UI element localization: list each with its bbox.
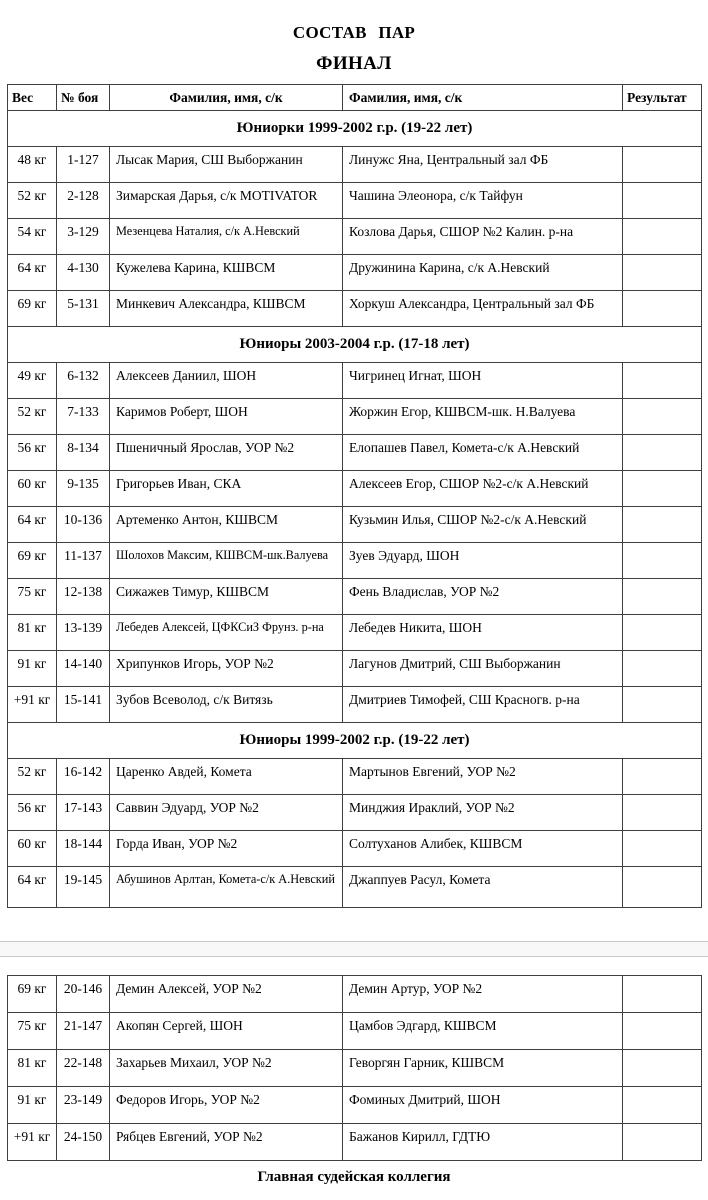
result-cell (623, 471, 702, 507)
red-corner-cell: Акопян Сергей, ШОН (110, 1013, 343, 1050)
weight-cell: 64 кг (8, 507, 57, 543)
bout-row (8, 1013, 702, 1050)
bout-row (8, 435, 702, 471)
result-cell (623, 255, 702, 291)
weight-cell: 81 кг (8, 1050, 57, 1087)
blue-corner-cell: Фоминых Дмитрий, ШОН (343, 1087, 623, 1124)
blue-corner-cell: Цамбов Эдгард, КШВСМ (343, 1013, 623, 1050)
blue-corner-cell: Хоркуш Александра, Центральный зал ФБ (343, 291, 623, 327)
bout-row (8, 831, 702, 867)
bout-number-cell: 8-134 (57, 435, 110, 471)
red-corner-cell: Сижажев Тимур, КШВСМ (110, 579, 343, 615)
bout-number-cell: 19-145 (57, 867, 110, 908)
weight-cell: 64 кг (8, 867, 57, 908)
bout-row (8, 579, 702, 615)
red-corner-cell: Демин Алексей, УОР №2 (110, 976, 343, 1013)
blue-corner-cell: Минджия Ираклий, УОР №2 (343, 795, 623, 831)
weight-cell: +91 кг (8, 1124, 57, 1161)
red-corner-cell: Саввин Эдуард, УОР №2 (110, 795, 343, 831)
bout-row (8, 1050, 702, 1087)
blue-corner-cell: Дружинина Карина, с/к А.Невский (343, 255, 623, 291)
weight-cell: 52 кг (8, 399, 57, 435)
section-row (8, 723, 702, 759)
result-cell (623, 759, 702, 795)
bout-number-cell: 21-147 (57, 1013, 110, 1050)
blue-corner-cell: Фень Владислав, УОР №2 (343, 579, 623, 615)
red-corner-cell: Лебедев Алексей, ЦФКСиЗ Фрунз. р-на (110, 615, 343, 651)
bout-number-cell: 5-131 (57, 291, 110, 327)
red-corner-cell: Мезенцева Наталия, с/к А.Невский (110, 219, 343, 255)
blue-corner-cell: Лебедев Никита, ШОН (343, 615, 623, 651)
bout-number-cell: 11-137 (57, 543, 110, 579)
red-corner-cell: Григорьев Иван, СКА (110, 471, 343, 507)
blue-corner-cell: Мартынов Евгений, УОР №2 (343, 759, 623, 795)
blue-corner-cell: Геворгян Гарник, КШВСМ (343, 1050, 623, 1087)
blue-corner-cell: Чашина Элеонора, с/к Тайфун (343, 183, 623, 219)
blue-corner-cell: Кузьмин Илья, СШОР №2-с/к А.Невский (343, 507, 623, 543)
red-corner-cell: Рябцев Евгений, УОР №2 (110, 1124, 343, 1161)
blue-corner-cell: Чигринец Игнат, ШОН (343, 363, 623, 399)
result-cell (623, 687, 702, 723)
bout-number-cell: 24-150 (57, 1124, 110, 1161)
result-cell (623, 1124, 702, 1161)
bout-number-cell: 2-128 (57, 183, 110, 219)
bout-row (8, 976, 702, 1013)
bout-number-cell: 6-132 (57, 363, 110, 399)
red-corner-cell: Царенко Авдей, Комета (110, 759, 343, 795)
weight-cell: 81 кг (8, 615, 57, 651)
weight-cell: 54 кг (8, 219, 57, 255)
bout-row (8, 1087, 702, 1124)
result-cell (623, 795, 702, 831)
blue-corner-cell: Дмитриев Тимофей, СШ Красногв. р-на (343, 687, 623, 723)
red-corner-cell: Захарьев Михаил, УОР №2 (110, 1050, 343, 1087)
weight-cell: 64 кг (8, 255, 57, 291)
bout-row (8, 147, 702, 183)
weight-cell: 48 кг (8, 147, 57, 183)
bout-number-cell: 15-141 (57, 687, 110, 723)
bout-row (8, 867, 702, 908)
result-cell (623, 1050, 702, 1087)
bout-number-cell: 7-133 (57, 399, 110, 435)
weight-cell: 52 кг (8, 183, 57, 219)
result-cell (623, 831, 702, 867)
red-corner-cell: Алексеев Даниил, ШОН (110, 363, 343, 399)
col-header-blue-corner: Фамилия, имя, с/к (343, 85, 623, 111)
result-cell (623, 291, 702, 327)
weight-cell: 56 кг (8, 795, 57, 831)
section-row (8, 111, 702, 147)
weight-cell: 69 кг (8, 543, 57, 579)
col-header-bout-number: № боя (57, 85, 110, 111)
blue-corner-cell: Бажанов Кирилл, ГДТЮ (343, 1124, 623, 1161)
bout-row (8, 759, 702, 795)
bout-row (8, 363, 702, 399)
result-cell (623, 543, 702, 579)
red-corner-cell: Федоров Игорь, УОР №2 (110, 1087, 343, 1124)
result-cell (623, 615, 702, 651)
blue-corner-cell: Демин Артур, УОР №2 (343, 976, 623, 1013)
blue-corner-cell: Елопашев Павел, Комета-с/к А.Невский (343, 435, 623, 471)
pairs-table-body-page1 (8, 111, 702, 908)
bout-row (8, 399, 702, 435)
red-corner-cell: Зубов Всеволод, с/к Витязь (110, 687, 343, 723)
pairs-table-page2 (7, 975, 702, 1161)
col-header-result: Результат (623, 85, 702, 111)
weight-cell: +91 кг (8, 687, 57, 723)
bout-number-cell: 1-127 (57, 147, 110, 183)
col-header-weight: Вес (8, 85, 57, 111)
weight-cell: 60 кг (8, 831, 57, 867)
blue-corner-cell: Линужс Яна, Центральный зал ФБ (343, 147, 623, 183)
red-corner-cell: Минкевич Александра, КШВСМ (110, 291, 343, 327)
section-label: Юниоры 1999-2002 г.р. (19-22 лет) (8, 723, 702, 759)
bout-number-cell: 12-138 (57, 579, 110, 615)
red-corner-cell: Кужелева Карина, КШВСМ (110, 255, 343, 291)
weight-cell: 52 кг (8, 759, 57, 795)
result-cell (623, 363, 702, 399)
result-cell (623, 1013, 702, 1050)
blue-corner-cell: Лагунов Дмитрий, СШ Выборжанин (343, 651, 623, 687)
red-corner-cell: Горда Иван, УОР №2 (110, 831, 343, 867)
bout-number-cell: 4-130 (57, 255, 110, 291)
pairs-table-page1 (7, 84, 702, 908)
red-corner-cell: Шолохов Максим, КШВСМ-шк.Валуева (110, 543, 343, 579)
bout-row (8, 615, 702, 651)
red-corner-cell: Пшеничный Ярослав, УОР №2 (110, 435, 343, 471)
bout-row (8, 291, 702, 327)
bout-number-cell: 9-135 (57, 471, 110, 507)
red-corner-cell: Лысак Мария, СШ Выборжанин (110, 147, 343, 183)
page-break-divider (0, 941, 708, 957)
weight-cell: 69 кг (8, 976, 57, 1013)
bout-number-cell: 23-149 (57, 1087, 110, 1124)
result-cell (623, 219, 702, 255)
red-corner-cell: Абушинов Арлтан, Комета-с/к А.Невский (110, 867, 343, 908)
bout-number-cell: 18-144 (57, 831, 110, 867)
bout-row (8, 543, 702, 579)
weight-cell: 91 кг (8, 651, 57, 687)
blue-corner-cell: Жоржин Егор, КШВСМ-шк. Н.Валуева (343, 399, 623, 435)
weight-cell: 56 кг (8, 435, 57, 471)
bout-row (8, 183, 702, 219)
weight-cell: 75 кг (8, 579, 57, 615)
table-header-row (8, 85, 702, 111)
result-cell (623, 435, 702, 471)
blue-corner-cell: Солтуханов Алибек, КШВСМ (343, 831, 623, 867)
result-cell (623, 651, 702, 687)
weight-cell: 49 кг (8, 363, 57, 399)
bout-row (8, 471, 702, 507)
bout-number-cell: 16-142 (57, 759, 110, 795)
red-corner-cell: Зимарская Дарья, с/к MOTIVATOR (110, 183, 343, 219)
section-row (8, 327, 702, 363)
result-cell (623, 183, 702, 219)
blue-corner-cell: Алексеев Егор, СШОР №2-с/к А.Невский (343, 471, 623, 507)
col-header-red-corner: Фамилия, имя, с/к (110, 85, 343, 111)
bout-number-cell: 20-146 (57, 976, 110, 1013)
section-label: Юниорки 1999-2002 г.р. (19-22 лет) (8, 111, 702, 147)
red-corner-cell: Артеменко Антон, КШВСМ (110, 507, 343, 543)
weight-cell: 91 кг (8, 1087, 57, 1124)
bout-number-cell: 13-139 (57, 615, 110, 651)
result-cell (623, 976, 702, 1013)
document-subtitle: ФИНАЛ (316, 53, 392, 74)
weight-cell: 60 кг (8, 471, 57, 507)
pairs-table-body-page2 (8, 976, 702, 1161)
bout-row (8, 219, 702, 255)
red-corner-cell: Хрипунков Игорь, УОР №2 (110, 651, 343, 687)
bout-row (8, 507, 702, 543)
bout-row (8, 795, 702, 831)
blue-corner-cell: Джаппуев Расул, Комета (343, 867, 623, 908)
bout-number-cell: 17-143 (57, 795, 110, 831)
bout-number-cell: 10-136 (57, 507, 110, 543)
document-title: СОСТАВ ПАР (292, 23, 416, 42)
bout-row (8, 687, 702, 723)
result-cell (623, 1087, 702, 1124)
blue-corner-cell: Зуев Эдуард, ШОН (343, 543, 623, 579)
bout-number-cell: 14-140 (57, 651, 110, 687)
bout-number-cell: 3-129 (57, 219, 110, 255)
result-cell (623, 147, 702, 183)
blue-corner-cell: Козлова Дарья, СШОР №2 Калин. р-на (343, 219, 623, 255)
judges-heading: Главная судейская коллегия (257, 1169, 451, 1185)
result-cell (623, 579, 702, 615)
weight-cell: 75 кг (8, 1013, 57, 1050)
section-label: Юниоры 2003-2004 г.р. (17-18 лет) (8, 327, 702, 363)
bout-number-cell: 22-148 (57, 1050, 110, 1087)
red-corner-cell: Каримов Роберт, ШОН (110, 399, 343, 435)
result-cell (623, 399, 702, 435)
weight-cell: 69 кг (8, 291, 57, 327)
bout-row (8, 651, 702, 687)
result-cell (623, 867, 702, 908)
bout-row (8, 255, 702, 291)
bout-row (8, 1124, 702, 1161)
result-cell (623, 507, 702, 543)
